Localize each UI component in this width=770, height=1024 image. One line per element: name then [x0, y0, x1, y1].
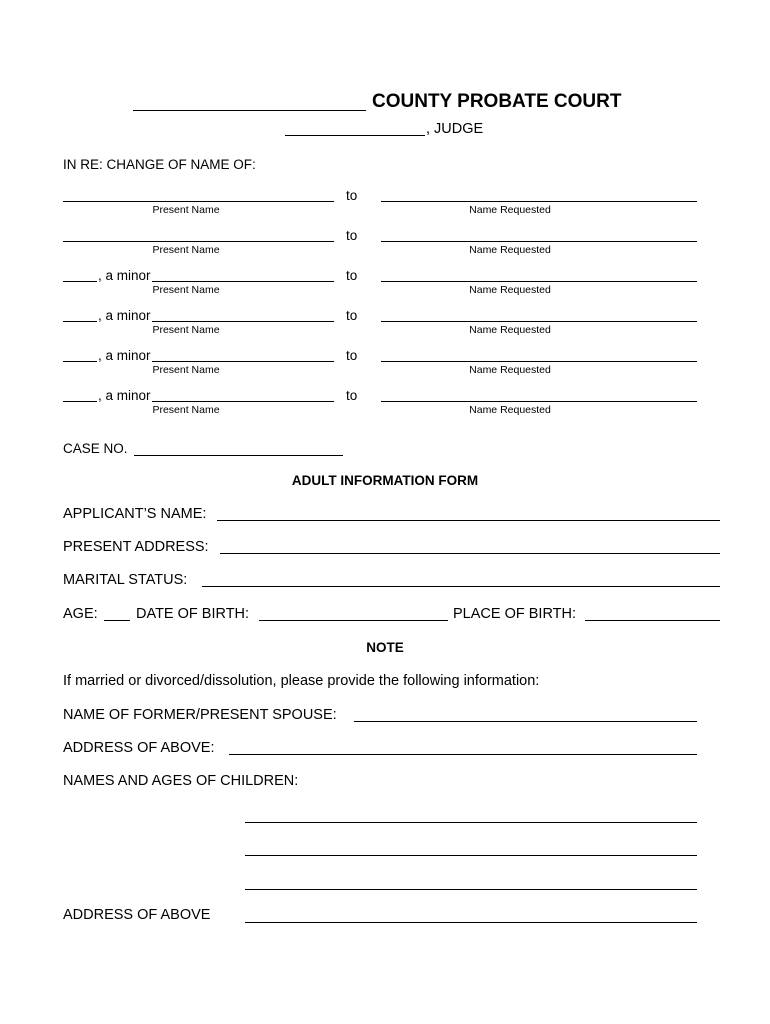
- form-title: ADULT INFORMATION FORM: [291, 473, 479, 488]
- requested-name-field[interactable]: [381, 201, 697, 202]
- minor-initial-blank[interactable]: [63, 401, 97, 402]
- marital-status-label: MARITAL STATUS:: [63, 572, 188, 588]
- to-label: to: [346, 268, 358, 283]
- present-name-caption: Present Name: [152, 364, 220, 376]
- requested-name-caption: Name Requested: [469, 284, 551, 296]
- date-of-birth-label: DATE OF BIRTH:: [136, 606, 250, 622]
- requested-name-caption: Name Requested: [469, 324, 551, 336]
- age-field[interactable]: [104, 620, 130, 621]
- minor-label: , a minor: [98, 268, 151, 283]
- former-spouse-label: NAME OF FORMER/PRESENT SPOUSE:: [63, 707, 337, 723]
- present-name-caption: Present Name: [152, 404, 220, 416]
- present-address-label: PRESENT ADDRESS:: [63, 539, 209, 555]
- minor-label: , a minor: [98, 308, 151, 323]
- note-text: If married or divorced/dissolution, please provide the following information:: [63, 673, 540, 689]
- judge-name-blank[interactable]: [285, 135, 425, 136]
- requested-name-field[interactable]: [381, 401, 697, 402]
- to-label: to: [346, 388, 358, 403]
- children-field[interactable]: [245, 889, 697, 890]
- age-label: AGE:: [63, 606, 98, 622]
- minor-label: , a minor: [98, 388, 151, 403]
- judge-label: , JUDGE: [426, 121, 484, 137]
- present-address-field[interactable]: [220, 553, 720, 554]
- children-label: NAMES AND AGES OF CHILDREN:: [63, 773, 299, 789]
- to-label: to: [346, 228, 358, 243]
- in-re-heading: IN RE: CHANGE OF NAME OF:: [63, 157, 256, 172]
- to-label: to: [346, 188, 358, 203]
- spouse-address-field[interactable]: [229, 754, 697, 755]
- applicant-name-field[interactable]: [217, 520, 720, 521]
- requested-name-field[interactable]: [381, 361, 697, 362]
- to-label: to: [346, 308, 358, 323]
- requested-name-caption: Name Requested: [469, 364, 551, 376]
- date-of-birth-field[interactable]: [259, 620, 448, 621]
- minor-initial-blank[interactable]: [63, 281, 97, 282]
- present-name-field[interactable]: [152, 401, 334, 402]
- case-no-blank[interactable]: [134, 455, 343, 456]
- children-field[interactable]: [245, 855, 697, 856]
- county-name-blank[interactable]: [133, 110, 366, 111]
- requested-name-field[interactable]: [381, 281, 697, 282]
- case-no-label: CASE NO.: [63, 441, 128, 456]
- children-field[interactable]: [245, 822, 697, 823]
- present-name-caption: Present Name: [152, 324, 220, 336]
- present-name-caption: Present Name: [152, 244, 220, 256]
- present-name-field[interactable]: [152, 361, 334, 362]
- requested-name-caption: Name Requested: [469, 204, 551, 216]
- requested-name-field[interactable]: [381, 241, 697, 242]
- marital-status-field[interactable]: [202, 586, 720, 587]
- minor-initial-blank[interactable]: [63, 361, 97, 362]
- note-title: NOTE: [366, 640, 404, 655]
- present-name-field[interactable]: [152, 281, 334, 282]
- present-name-field[interactable]: [63, 201, 334, 202]
- former-spouse-field[interactable]: [354, 721, 697, 722]
- present-name-field[interactable]: [63, 241, 334, 242]
- place-of-birth-label: PLACE OF BIRTH:: [453, 606, 577, 622]
- present-name-caption: Present Name: [152, 284, 220, 296]
- applicant-name-label: APPLICANT’S NAME:: [63, 506, 207, 522]
- children-address-label: ADDRESS OF ABOVE: [63, 907, 211, 923]
- spouse-address-label: ADDRESS OF ABOVE:: [63, 740, 215, 756]
- place-of-birth-field[interactable]: [585, 620, 720, 621]
- children-address-field[interactable]: [245, 922, 697, 923]
- to-label: to: [346, 348, 358, 363]
- requested-name-caption: Name Requested: [469, 244, 551, 256]
- requested-name-field[interactable]: [381, 321, 697, 322]
- present-name-field[interactable]: [152, 321, 334, 322]
- court-title: COUNTY PROBATE COURT: [372, 91, 622, 112]
- minor-label: , a minor: [98, 348, 151, 363]
- requested-name-caption: Name Requested: [469, 404, 551, 416]
- minor-initial-blank[interactable]: [63, 321, 97, 322]
- present-name-caption: Present Name: [152, 204, 220, 216]
